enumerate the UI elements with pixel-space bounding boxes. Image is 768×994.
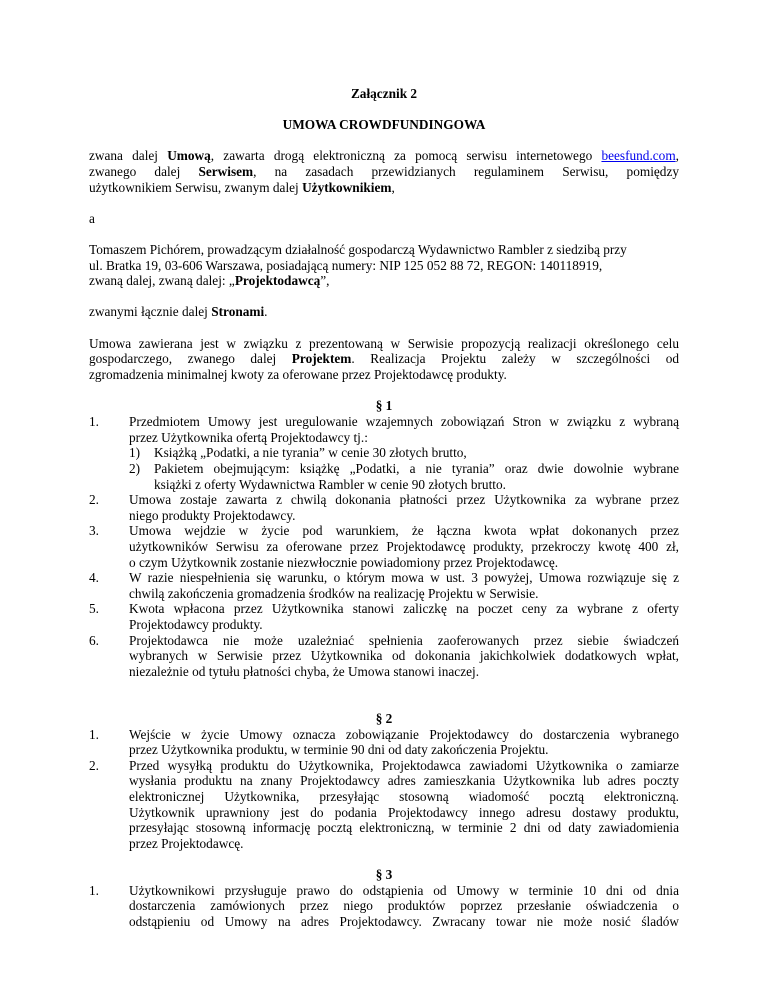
s1-item-6-line-3: niezależnie od tytułu płatności chyba, że Umowa stanowi inaczej.: [129, 664, 480, 679]
s2-item-2-line-3: elektronicznej Użytkownika, przesyłając stosowną wiadomość pocztą elektroniczną.: [129, 789, 679, 804]
section-3-title: § 3: [375, 867, 393, 882]
s1-sub-2-line-1: Pakietem obejmującym: książkę „Podatki, a nie tyrania” oraz dwie dowolnie wybrane: [154, 461, 679, 476]
s1-item-5-line-2: Projektodawcy produkty.: [129, 617, 263, 632]
s2-item-1-line-2: przez Użytkownika produktu, w terminie 90 dni od daty zakończenia Projektu.: [129, 742, 549, 757]
project-line-2: gospodarczego, zwanego dalej Projektem. Realizacja Projektu zależy w szczególności od: [89, 351, 680, 366]
s1-item-4-line-1: W razie niespełnienia się warunku, o którym mowa w ust. 3 powyżej, Umowa rozwiązuje się z: [129, 570, 679, 585]
s1-item-4-number: 4.: [89, 570, 99, 585]
s2-item-2-line-5: przesyłając stosowną informację pocztą elektroniczną, w terminie 2 dni od daty zawiadomienia: [129, 820, 679, 835]
annex-label: Załącznik 2: [350, 86, 418, 101]
s1-item-1-line-1: Przedmiotem Umowy jest uregulowanie wzajemnych zobowiązań Stron w związku z wybraną: [129, 414, 679, 429]
s3-item-1-line-2: dostarczenia zamówionych przez niego produktów poprzez przesłanie oświadczenia o: [129, 898, 679, 913]
s1-item-5-number: 5.: [89, 601, 99, 616]
s1-item-6-line-2: wybranych w Serwisie przez Użytkownika od dokonania jakichkolwiek dodatkowych wpłat,: [129, 648, 679, 663]
s1-item-6-line-1: Projektodawca nie może uzależniać spełnienia zaoferowanych przez siebie świadczeń: [129, 633, 679, 648]
s2-item-2-line-1: Przed wysyłką produktu do Użytkownika, Projektodawca zawiadomi Użytkownika o zamiarze: [129, 758, 679, 773]
s1-item-1-number: 1.: [89, 414, 99, 429]
intro-line-2: zwanego dalej Serwisem, na zasadach przewidzianych regulaminem Serwisu, pomiędzy: [89, 164, 679, 179]
party-line-3: zwaną dalej, zwaną dalej: „Projektodawcą”,: [89, 273, 330, 288]
party-line-1: Tomaszem Pichórem, prowadzącym działalność gospodarczą Wydawnictwo Rambler z siedzibą przy: [89, 242, 627, 257]
s1-sub-2-number: 2): [129, 461, 141, 476]
s1-sub-2-line-2: książki z oferty Wydawnictwa Rambler w cenie 90 złotych brutto.: [154, 477, 506, 492]
s1-item-2-line-2: niego produkty Projektodawcy.: [129, 508, 296, 523]
s1-item-4-line-2: chwilą zakończenia gromadzenia środków na realizację Projektu w Serwisie.: [129, 586, 539, 601]
intro-line-3: użytkownikiem Serwisu, zwanym dalej Użytkownikiem,: [89, 180, 395, 195]
section-1-title: § 1: [375, 398, 393, 413]
s1-sub-1: 1) Książką „Podatki, a nie tyrania” w cenie 30 złotych brutto,: [129, 445, 467, 460]
s2-item-1-line-1: Wejście w życie Umowy oznacza zobowiązanie Projektodawcy do dostarczenia wybranego: [129, 727, 679, 742]
s1-item-3-number: 3.: [89, 523, 99, 538]
page-title: UMOWA CROWDFUNDINGOWA: [282, 117, 486, 132]
s1-item-3-line-2: użytkowników Serwisu za oferowane przez Projektodawcę produkty, przekroczy kwotę 400 zł,: [129, 539, 679, 554]
s2-item-2-line-2: wysłania produktu na znany Projektodawcy adres zamieszkania Użytkownika lub adres poczty: [129, 773, 679, 788]
project-line-1: Umowa zawierana jest w związku z prezentowaną w Serwisie propozycją realizacji określonego celu: [89, 336, 679, 351]
s2-item-2-number: 2.: [89, 758, 99, 773]
intro-line-1: zwana dalej Umową, zawarta drogą elektroniczną za pomocą serwisu internetowego beesfund.com,: [89, 148, 679, 163]
s3-item-1-number: 1.: [89, 883, 99, 898]
s3-item-1-line-3: odstąpieniu od Umowy na adres Projektodawcy. Zwracany towar nie może nosić śladów: [129, 914, 679, 929]
s2-item-2-line-6: przez Projektodawcę.: [129, 836, 244, 851]
s3-item-1-line-1: Użytkownikowi przysługuje prawo do odstąpienia od Umowy w terminie 10 dni od dnia: [129, 883, 679, 898]
s1-item-6-number: 6.: [89, 633, 99, 648]
s1-item-2-number: 2.: [89, 492, 99, 507]
s1-item-3-line-1: Umowa wejdzie w życie pod warunkiem, że łączna kwota wpłat dokonanych przez: [129, 523, 679, 538]
s1-item-2-line-1: Umowa zostaje zawarta z chwilą dokonania płatności przez Użytkownika za wybrane przez: [129, 492, 679, 507]
parties-line: zwanymi łącznie dalej Stronami.: [89, 304, 268, 319]
conjunction: a: [89, 211, 95, 226]
s1-item-3-line-3: o czym Użytkownik zostanie niezwłocznie powiadomiony przez Projektodawcę.: [129, 555, 559, 570]
s2-item-2-line-4: Użytkownik uprawniony jest do podania Projektodawcy innego adresu dostawy produktu,: [129, 805, 679, 820]
s1-item-1-line-2: przez Użytkownika ofertą Projektodawcy tj.:: [129, 430, 368, 445]
party-line-2: ul. Bratka 19, 03-606 Warszawa, posiadającą numery: NIP 125 052 88 72, REGON: 140118919,: [89, 258, 603, 273]
s2-item-1-number: 1.: [89, 727, 99, 742]
section-2-title: § 2: [375, 711, 393, 726]
project-line-3: zgromadzenia minimalnej kwoty za oferowane przez Projektodawcę produkty.: [89, 367, 507, 382]
s1-item-5-line-1: Kwota wpłacona przez Użytkownika stanowi zaliczkę na poczet ceny za wybrane z oferty: [129, 601, 679, 616]
beesfund-link[interactable]: beesfund.com: [601, 148, 676, 163]
